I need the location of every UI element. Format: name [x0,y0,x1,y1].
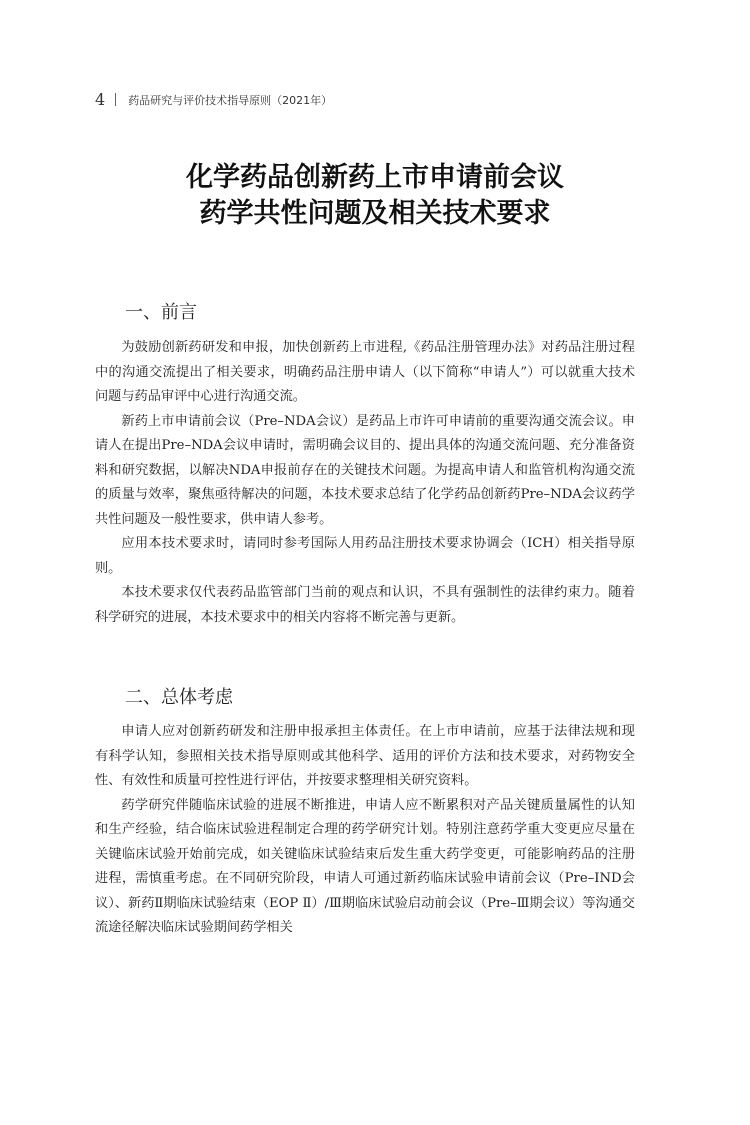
document-title [0,160,750,232]
title-line-1: 化学药品创新药上市申请前会议 [186,162,564,193]
paragraph: 为鼓励创新药研发和申报，加快创新药上市进程,《药品注册管理办法》对药品注册过程中的沟通交流提出了相关要求，明确药品注册申请人（以下简称“申请人”）可以就重大技术问题与药品审评中心进行沟通交流。 [95,340,635,404]
section-heading-overall: 二、总体考虑 [125,687,233,708]
paragraph: 药学研究伴随临床试验的进展不断推进，申请人应不断累积对产品关键质量属性的认知和生产经验，结合临床试验进程制定合理的药学研究计划。特别注意药学重大变更应尽量在关键临床试验开始前完成，如关键临床试验结束后发生重大药学变更，可能影响药品的注册进程，需慎重考虑。在不同研究阶段，申请人可通过新药临床试验申请前会议（Pre–IND会议）、新药Ⅱ期临床试验结束（EOP Ⅱ）/Ⅲ期临床试验启动前会议（Pre–Ⅲ期会议）等沟通交流途径解决临床试验期间药学相关 [95,797,635,935]
paragraph: 申请人应对创新药研发和注册申报承担主体责任。在上市申请前，应基于法律法规和现有科学认知，参照相关技术指导原则或其他科学、适用的评价方法和技术要求，对药物安全性、有效性和质量可控性进行评估，并按要求整理相关研究资料。 [95,724,635,788]
book-title: 药品研究与评价技术指导原则（2021年） [128,93,333,107]
title-line-2: 药学共性问题及相关技术要求 [199,198,551,229]
paragraph: 应用本技术要求时，请同时参考国际人用药品注册技术要求协调会（ICH）相关指导原则。 [95,536,635,576]
paragraph: 本技术要求仅代表药品监管部门当前的观点和认识，不具有强制性的法律约束力。随着科学研究的进展，本技术要求中的相关内容将不断完善与更新。 [95,585,635,625]
section-heading-preface: 一、前言 [125,302,197,323]
paragraph: 新药上市申请前会议（Pre–NDA会议）是药品上市许可申请前的重要沟通交流会议。申请人在提出Pre–NDA会议申请时，需明确会议目的、提出具体的沟通交流问题、充分准备资料和研究数据，以解决NDA申报前存在的关键技术问题。为提高申请人和监管机构沟通交流的质量与效率，聚焦亟待解决的问题，本技术要求总结了化学药品创新药Pre–NDA会议药学共性问题及一般性要求，供申请人参考。 [95,413,635,527]
header-divider [115,93,116,106]
section-body-overall [95,720,635,941]
page-number: 4 [95,90,106,109]
running-header [95,90,332,109]
section-body-preface [95,336,635,630]
